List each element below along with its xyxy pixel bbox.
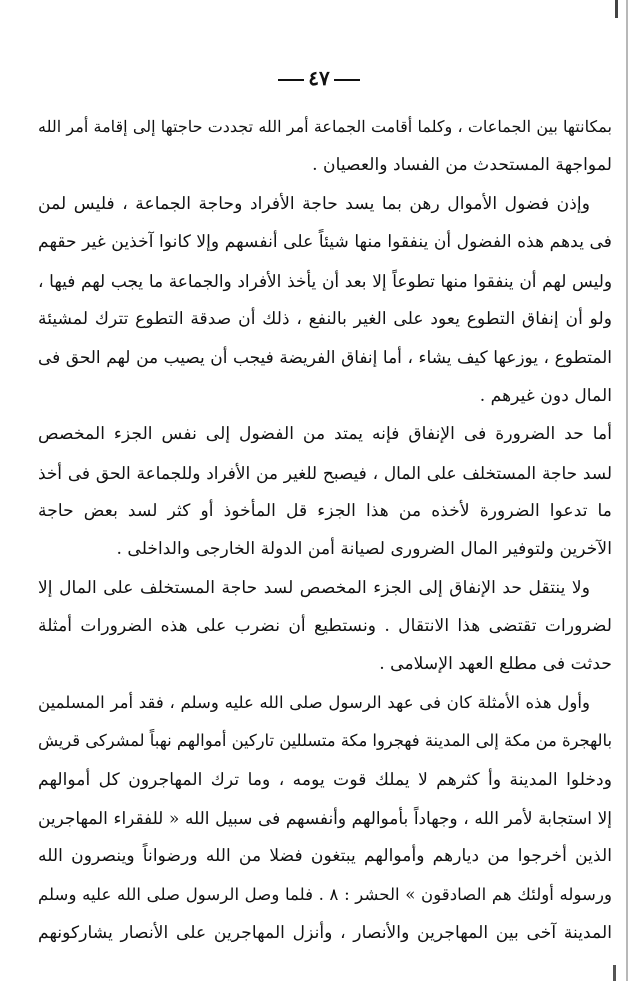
text-line: ولو أن إنفاق التطوع يعود على الغير بالنفع ، ذلك أن صدقة التطوع تترك لمشيئة: [38, 308, 612, 329]
text-line: ورسوله أولئك هم الصادقون » الحشر : ٨ . فلما وصل الرسول صلى الله عليه وسلم: [38, 884, 612, 904]
text-line: وأول هذه الأمثلة كان فى عهد الرسول صلى الله عليه وسلم ، فقد أمر المسلمين: [38, 692, 590, 712]
text-line: لضرورات تقتضى هذا الانتقال . ونستطيع أن نضرب على هذه الضرورات أمثلة: [38, 616, 612, 637]
text-line: ودخلوا المدينة وأ كثرهم لا يملك قوت يومه ، وما ترك المهاجرون كل أموالهم: [38, 769, 612, 790]
text-line: الذين أخرجوا من ديارهم وأموالهم يبتغون فضلا من الله ورضواناً وينصرون الله: [38, 846, 612, 867]
text-line: لسد حاجة المستخلف على المال ، فيصبح للغير من الأفراد وللجماعة الحق فى أخذ: [38, 462, 612, 483]
text-line: الآخرين ولتوفير المال الضرورى لصيانة أمن الدولة الخارجى والداخلى .: [116, 539, 612, 560]
text-line: ما تدعوا الضرورة لأخذه من هذا الجزء قل المأخوذ أو كثر لسد بعض حاجة: [38, 500, 612, 521]
text-line: ولا ينتقل حد الإنفاق إلى الجزء المخصص لسد حاجة المستخلف على المال إلا: [38, 577, 590, 598]
page-number-header: [0, 66, 638, 90]
text-line: بمكانتها بين الجماعات ، وكلما أقامت الجماعة أمر الله تجددت حاجتها إلى إقامة أمر الله: [38, 117, 612, 136]
page-number-dash-right: [334, 79, 360, 81]
text-line: وإذن فضول الأموال رهن بما يسد حاجة الأفراد وحاجة الجماعة ، فليس لمن: [38, 193, 590, 214]
text-line: المال دون غيرهم .: [479, 385, 612, 406]
page-number: ٤٧: [308, 66, 330, 90]
text-line: إلا استجابة لأمر الله ، وجهاداً بأموالهم وأنفسهم فى سبيل الله « للفقراء المهاجرين: [38, 808, 612, 829]
text-line: وليس لهم أن ينفقوا منها تطوعاً إلا بعد أن يأخذ الأفراد والجماعة ما يجب لهم فيها ،: [38, 270, 612, 291]
page-edge-shadow: [626, 0, 628, 981]
page-corner-mark: [613, 965, 616, 981]
page-edge-mark: [615, 0, 618, 18]
text-line: أما حد الضرورة فى الإنفاق فإنه يمتد من الفضول إلى نفس الجزء المخصص: [38, 424, 612, 445]
text-line: المتطوع ، يوزعها كيف يشاء ، أما إنفاق الفريضة فيجب أن يصيب من لهم الحق فى: [38, 347, 612, 368]
text-line: بالهجرة من مكة إلى المدينة فهجروا مكة متسللين تاركين أموالهم نهباً لمشركى قريش: [38, 731, 612, 751]
text-line: لمواجهة المستحدث من الفساد والعصيان .: [312, 155, 612, 176]
text-line: حدثت فى مطلع العهد الإسلامى .: [379, 654, 612, 675]
text-line: فى يدهم هذه الفضول أن ينفقوا منها شيئاً على أنفسهم وإلا كانوا آخذين غير حقهم: [38, 232, 612, 253]
text-line: المدينة آخى بين المهاجرين والأنصار ، وأنزل المهاجرين على الأنصار يشاركونهم: [38, 923, 612, 944]
body-text: [38, 108, 612, 953]
page-number-dash-left: [278, 79, 304, 81]
